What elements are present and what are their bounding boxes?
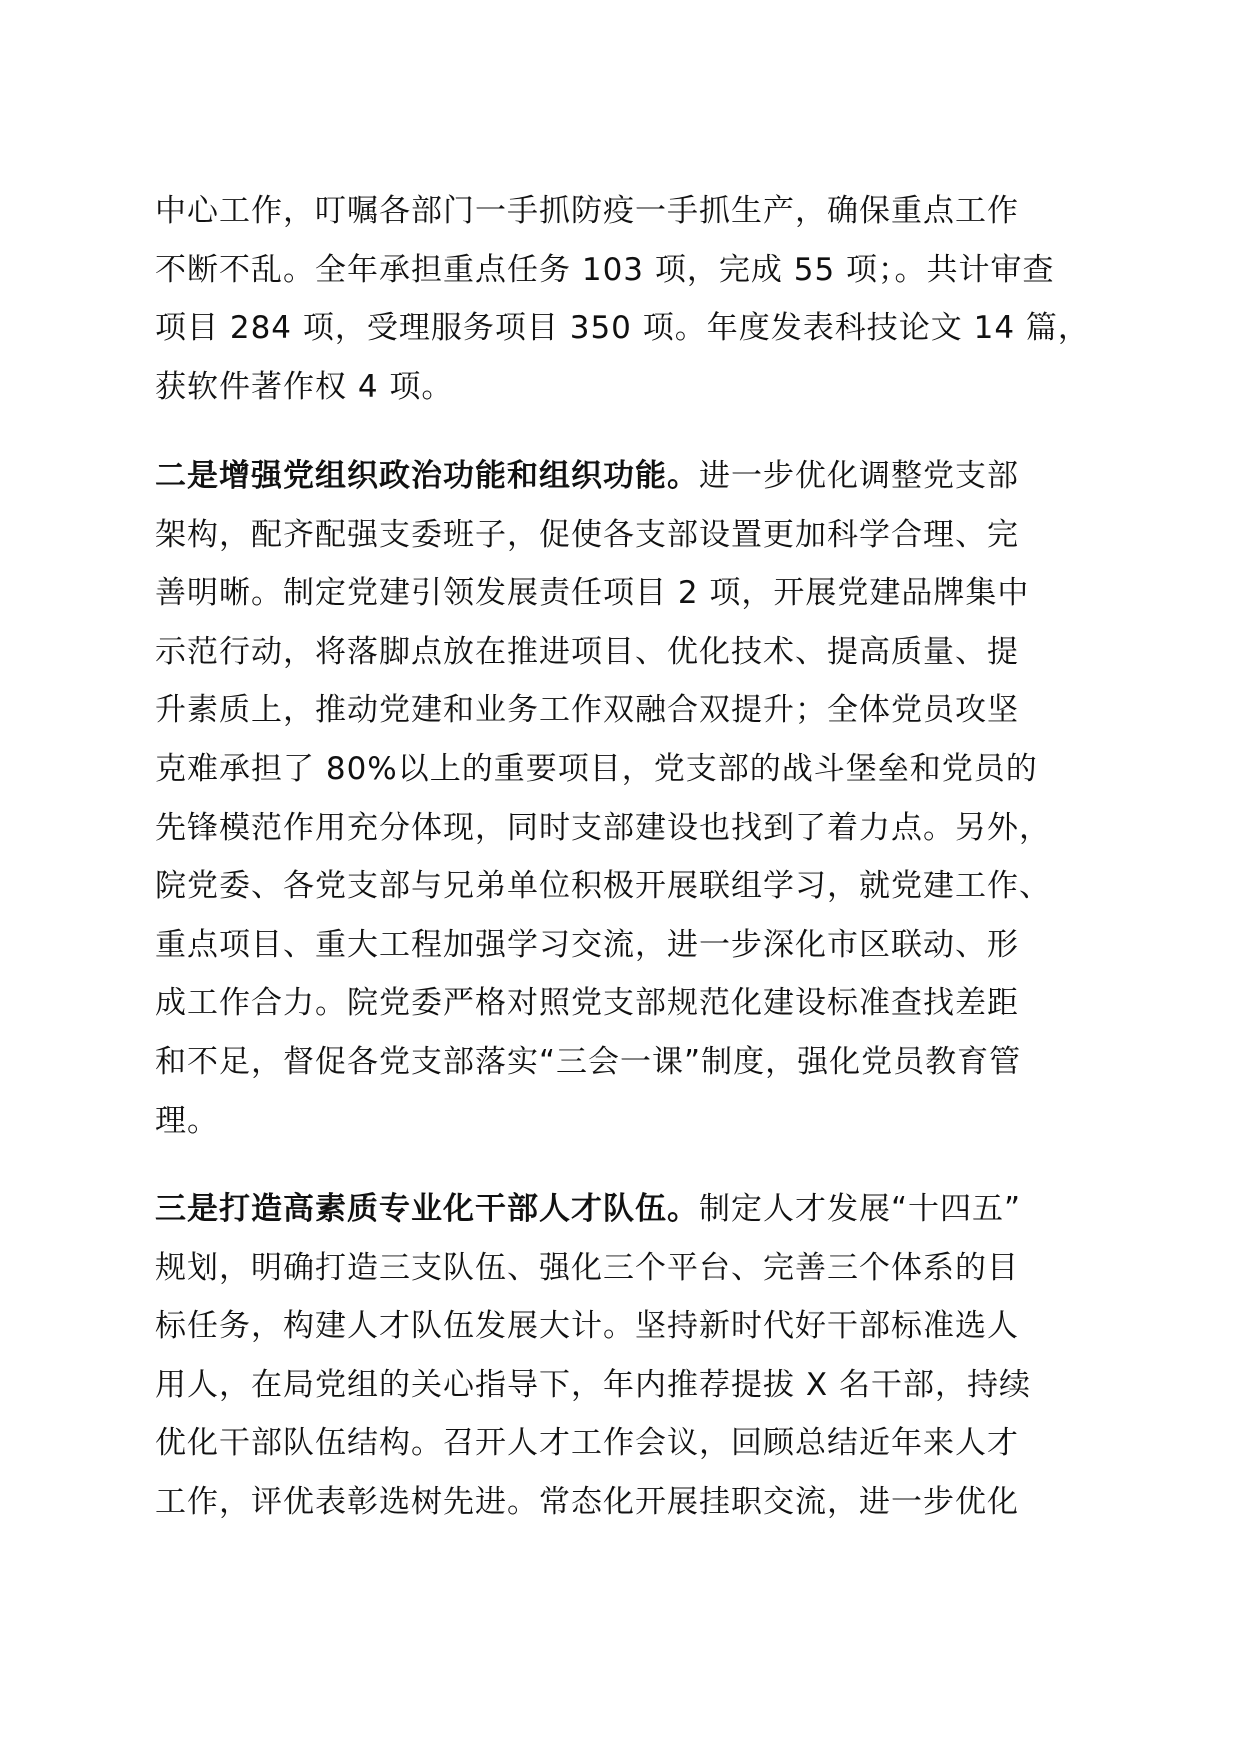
paragraph-1 — [155, 182, 1095, 416]
paragraph-2 — [155, 447, 1095, 1150]
text-line: 架构，配齐配强支委班子，促使各支部设置更加科学合理、完 — [155, 516, 1019, 553]
text-line: 和不足，督促各党支部落实“三会一课”制度，强化党员教育管 — [155, 1043, 1022, 1080]
text-line: 工作，评优表彰选树先进。常态化开展挂职交流，进一步优化 — [155, 1483, 1019, 1520]
text-line: 用人，在局党组的关心指导下，年内推荐提拔 X 名干部，持续 — [155, 1366, 1031, 1403]
text-line: 获软件著作权 4 项。 — [155, 368, 454, 405]
text-line: 示范行动，将落脚点放在推进项目、优化技术、提高质量、提 — [155, 633, 1019, 670]
text-line: 标任务，构建人才队伍发展大计。坚持新时代好干部标准选人 — [155, 1308, 1019, 1345]
paragraph-heading: 三是打造高素质专业化干部人才队伍。 — [155, 1191, 699, 1227]
text-line: 院党委、各党支部与兄弟单位积极开展联组学习，就党建工作、 — [155, 868, 1051, 905]
paragraph-3 — [155, 1180, 1095, 1532]
text-line: 成工作合力。院党委严格对照党支部规范化建设标准查找差距 — [155, 985, 1019, 1022]
text-line: 规划，明确打造三支队伍、强化三个平台、完善三个体系的目 — [155, 1249, 1019, 1286]
text-line — [155, 1180, 1095, 1239]
text-line — [155, 447, 1095, 506]
text-line: 优化干部队伍结构。召开人才工作会议，回顾总结近年来人才 — [155, 1425, 1019, 1462]
text-line: 善明晰。制定党建引领发展责任项目 2 项，开展党建品牌集中 — [155, 575, 1030, 612]
text-line: 项目 284 项，受理服务项目 350 项。年度发表科技论文 14 篇， — [155, 310, 1090, 347]
text-run: 制定人才发展“十四五” — [699, 1191, 1022, 1227]
text-line: 克难承担了 80%以上的重要项目，党支部的战斗堡垒和党员的 — [155, 750, 1038, 787]
text-line: 理。 — [155, 1102, 219, 1139]
paragraph-heading: 二是增强党组织政治功能和组织功能。 — [155, 458, 699, 494]
text-line: 不断不乱。全年承担重点任务 103 项，完成 55 项；。共计审查 — [155, 251, 1055, 288]
text-run: 进一步优化调整党支部 — [699, 458, 1019, 494]
text-line: 先锋模范作用充分体现，同时支部建设也找到了着力点。另外， — [155, 809, 1051, 846]
text-line: 重点项目、重大工程加强学习交流，进一步深化市区联动、形 — [155, 926, 1019, 963]
text-line: 升素质上，推动党建和业务工作双融合双提升；全体党员攻坚 — [155, 692, 1019, 729]
text-line: 中心工作，叮嘱各部门一手抓防疫一手抓生产，确保重点工作 — [155, 193, 1019, 229]
